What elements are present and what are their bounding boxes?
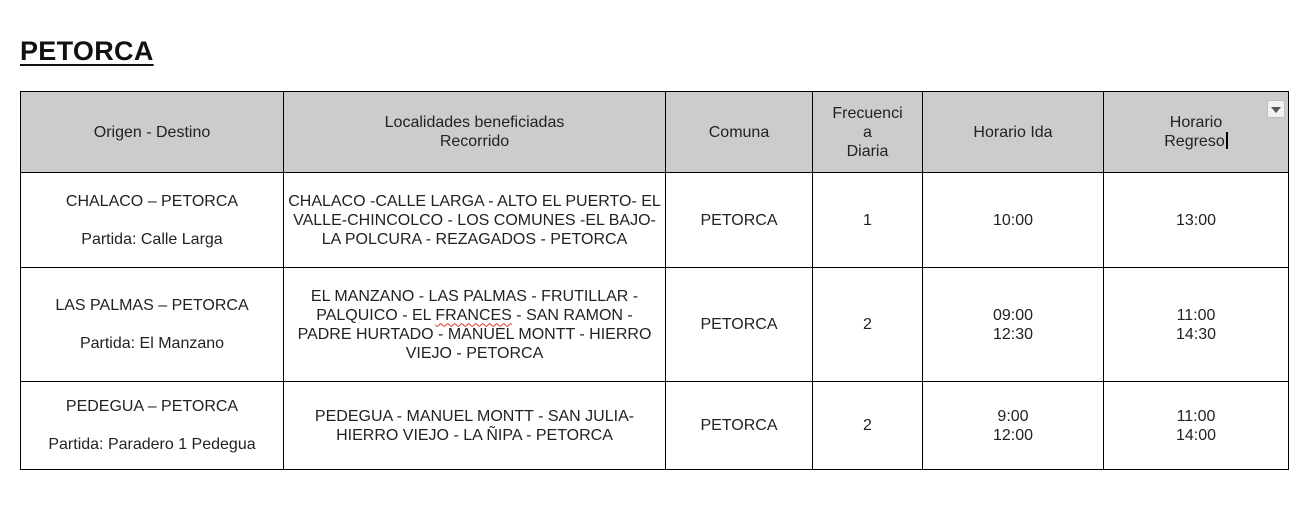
spellcheck-flag[interactable]: FRANCES bbox=[435, 306, 512, 324]
cell-origen: LAS PALMAS – PETORCA Partida: El Manzano bbox=[21, 268, 284, 382]
cell-horario-regreso: 11:00 14:00 bbox=[1104, 382, 1289, 470]
chevron-down-icon[interactable] bbox=[1267, 100, 1285, 118]
text-cursor bbox=[1226, 132, 1228, 149]
cell-recorrido: EL MANZANO - LAS PALMAS - FRUTILLAR - PALQUICO - EL FRANCES - SAN RAMON - PADRE HURTADO - MANUEL MONTT - HIERRO VIEJO - PETORCA bbox=[284, 268, 666, 382]
table-header-row bbox=[21, 92, 1289, 173]
header-origen-destino: Origen - Destino bbox=[21, 92, 284, 173]
cell-origen: PEDEGUA – PETORCA Partida: Paradero 1 Pedegua bbox=[21, 382, 284, 470]
page-title: PETORCA bbox=[20, 36, 154, 66]
header-horario-regreso[interactable]: Horario Regreso bbox=[1104, 92, 1289, 173]
header-frecuencia: Frecuenci a Diaria bbox=[813, 92, 923, 173]
table-row bbox=[21, 382, 1289, 470]
table-row bbox=[21, 268, 1289, 382]
cell-frecuencia: 2 bbox=[813, 268, 923, 382]
cell-horario-ida: 09:00 12:30 bbox=[923, 268, 1104, 382]
cell-horario-ida: 10:00 bbox=[923, 173, 1104, 268]
cell-horario-regreso: 11:00 14:30 bbox=[1104, 268, 1289, 382]
cell-recorrido: PEDEGUA - MANUEL MONTT - SAN JULIA- HIERRO VIEJO - LA ÑIPA - PETORCA bbox=[284, 382, 666, 470]
cell-frecuencia: 1 bbox=[813, 173, 923, 268]
cell-frecuencia: 2 bbox=[813, 382, 923, 470]
header-horario-ida: Horario Ida bbox=[923, 92, 1104, 173]
cell-origen: CHALACO – PETORCA Partida: Calle Larga bbox=[21, 173, 284, 268]
cell-recorrido: CHALACO -CALLE LARGA - ALTO EL PUERTO- EL VALLE-CHINCOLCO - LOS COMUNES -EL BAJO- LA POLCURA - REZAGADOS - PETORCA bbox=[284, 173, 666, 268]
cell-comuna: PETORCA bbox=[666, 382, 813, 470]
header-localidades: Localidades beneficiadas Recorrido bbox=[284, 92, 666, 173]
cell-horario-regreso: 13:00 bbox=[1104, 173, 1289, 268]
header-comuna: Comuna bbox=[666, 92, 813, 173]
cell-horario-ida: 9:00 12:00 bbox=[923, 382, 1104, 470]
cell-comuna: PETORCA bbox=[666, 268, 813, 382]
schedule-table bbox=[20, 91, 1289, 470]
cell-comuna: PETORCA bbox=[666, 173, 813, 268]
table-row bbox=[21, 173, 1289, 268]
